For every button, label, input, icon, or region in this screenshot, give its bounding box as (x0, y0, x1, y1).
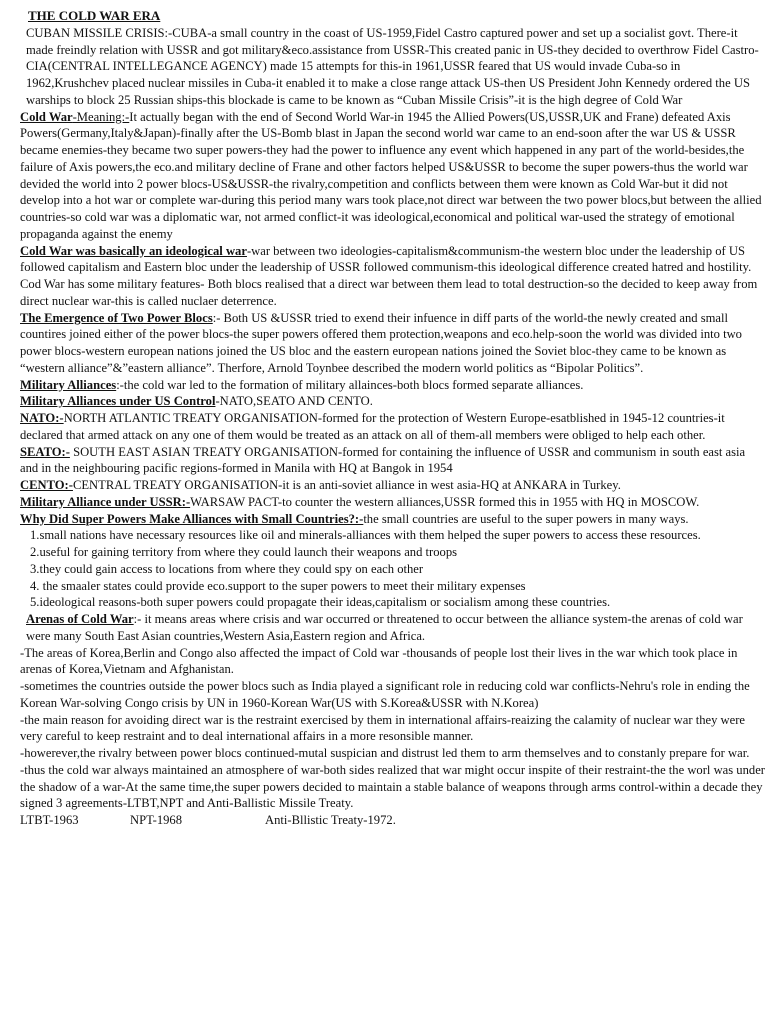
list-item: 5.ideological reasons-both super powers could propagate their ideas,capitalism or socialism among these countries. (30, 595, 611, 610)
military-alliances-text: :-the cold war led to the formation of military allainces-both blocs formed separate alliances. (116, 377, 584, 392)
cento-heading: CENTO:- (20, 478, 73, 492)
list-item: 1.small nations have necessary resources like oil and minerals-alliances with them helped the super powers to access these resources. (30, 528, 701, 543)
ltbt-treaty: LTBT-1963 (20, 813, 79, 827)
ussr-alliance-text: WARSAW PACT-to counter the western alliances,USSR formed this in 1955 with HQ in MOSCOW. (190, 494, 700, 509)
arenas-text: :- it means areas where crisis and war occurred or threatened to occur between the alliance system-the arenas of cold war were many South East Asian countries,Western Asia,Eastern region and Africa. (26, 612, 743, 643)
why-alliances-paragraph (20, 511, 765, 528)
cold-war-heading: Cold War (20, 109, 73, 124)
cold-war-meaning-paragraph (20, 109, 765, 243)
anti-ballistic-treaty: Anti-Bllistic Treaty-1972. (265, 813, 396, 827)
military-alliances-paragraph (20, 377, 765, 394)
why-alliances-heading: Why Did Super Powers Make Alliances with Small Countries?:- (20, 511, 364, 526)
cold-war-meaning-text: It actually began with the end of Second World War-in 1945 the Allied Powers(US,USSR,UK and Frane) defeated Axis Powers(Germany,Italy&Japan)-finally after the US-Bomb blast in Japan the second world war came to an end-soon after the war US & USSR became enemies-they became two super powers-they had the power to influence any event which happened in any part of the world-besides,the failure of Axis powers,the eco.and military decline of Frane and other factors helped US&USSR to become the super powers-thus the world war devided the world into 2 power blocs-US&USSR-the rivalry,competition and conflicts between them were known as Cold War-but it did not develop into a hot war or complete war-during this period many wars took place,not direct war between the two power blocs,but between the allied countries-so cold war was a diplomatic war, not armed conflict-it was ideological,economical and political war-used the strategy of emotional propaganda against the enemy (20, 109, 762, 241)
military-alliances-heading: Military Alliances (20, 377, 117, 392)
nehru-role-paragraph: -sometimes the countries outside the power blocs such as India played a significant role in reducing cold war conflicts-Nehru's role in ending the Korean War-solving Congo crisis by UN in 1960-Korean War(US with S.Korea&USSR with N.Korea) (20, 679, 750, 710)
list-item: 3.they could gain access to locations from where they could spy on each other (30, 561, 424, 576)
meaning-label: -Meaning:- (72, 109, 130, 124)
atmosphere-paragraph: -thus the cold war always maintained an atmosphere of war-both sides realized that war might occur inspite of their restraint-the the worl was under the shadow of a war-At the same time,the super powers decided to maintain a stable balance of weapons through arms control-within a decade they signed 3 agreements-LTBT,NPT and Anti-Ballistic Missile Treaty. (20, 762, 765, 811)
seato-text: SOUTH EAST ASIAN TREATY ORGANISATION-formed for containing the influence of USSR and communism in south east asia and in the neighbouring pacific regions-formed in Manila with HQ at Bangok in 1954 (20, 444, 746, 476)
arenas-heading: Arenas of Cold War (26, 612, 134, 626)
korea-berlin-congo-paragraph: -The areas of Korea,Berlin and Congo also affected the impact of Cold war -thousands of people lost their lives in the war which took place in arenas of Korea,Vietnam and Afghanistan. (20, 645, 738, 677)
power-blocs-text: :- Both US &USSR tried to exend their infuence in diff parts of the world-the newly created and small countires joined either of the power blocs-the super powers offered them protection,weapons and eco.help-soon the world was divided into two power blocs-western european nations joined the US bloc and the eastern european nations joined the Soviet bloc-they came to be known as “western alliance”&”eastern alliance”. Therfore, Arnold Toynbee described the modern world politics as “Bipolar Politics”. (20, 310, 742, 375)
cento-paragraph (20, 477, 765, 494)
nato-heading: NATO:- (20, 411, 64, 425)
power-blocs-heading: The Emergence of Two Power Blocs (20, 310, 213, 325)
list-item: 2.useful for gaining territory from where they could launch their weapons and troops (30, 545, 458, 559)
nato-text: NORTH ATLANTIC TREATY ORGANISATION-formed for the protection of Western Europe-esatblished in 1945-12 countries-it declared that armed attack on any one of them would be treated as an attack on all of them-all members were obliged to help each other. (20, 411, 725, 442)
treaties-row (20, 812, 765, 829)
npt-treaty: NPT-1968 (130, 813, 183, 827)
list-item: 4. the smaaler states could provide eco.support to the super powers to meet their military expenses (30, 578, 526, 593)
ideological-war-heading: Cold War was basically an ideological war (20, 243, 247, 258)
rivalry-paragraph: -howerever,the rivalry between power blocs continued-mutal suspician and distrust led them to arm themselves and to constanly prepare for war. (20, 746, 750, 760)
us-control-text: -NATO,SEATO AND CENTO. (215, 394, 373, 409)
us-control-paragraph (20, 393, 765, 410)
seato-paragraph (20, 444, 765, 478)
nato-paragraph (20, 410, 765, 444)
seato-heading: SEATO:- (20, 444, 70, 459)
restraint-paragraph: -the main reason for avoiding direct war is the restraint exercised by them in international affairs-reaizing the calamity of nuclear war they were very careful to keep restraint and to deal international affairs in a more resonsible manner. (20, 712, 746, 744)
ideological-war-text: -war between two ideologies-capitalism&communism-the western bloc under the leadership of US followed capitalism and Eastern bloc under the leadership of USSR followed communism-this ideological difference created hatred and hostility. (20, 243, 752, 275)
us-control-heading: Military Alliances under US Control (20, 394, 216, 409)
ideological-war-paragraph (20, 243, 765, 277)
cento-text: CENTRAL TREATY ORGANISATION-it is an anti-soviet alliance in west asia-HQ at ANKARA in Turkey. (72, 478, 621, 492)
power-blocs-paragraph (20, 310, 765, 377)
why-alliances-text: the small countries are useful to the super powers in many ways. (363, 511, 689, 526)
document-page (20, 8, 765, 829)
arenas-paragraph (20, 611, 765, 645)
page-title: THE COLD WAR ERA (28, 8, 161, 23)
nuclear-deterrence-paragraph: Cod War has some military features- Both blocs realised that a direct war between them lead to total destruction-so the decided to keep away from direct nuclear war-this is called nuclaer deterrence. (20, 277, 758, 308)
cuban-missile-crisis-paragraph: CUBAN MISSILE CRISIS:-CUBA-a small country in the coast of US-1959,Fidel Castro captured power and set up a socialist govt. There-it made freindly relation with USSR and got military&eco.assistance from USSR-This created panic in US-they decided to overthrow Fidel Castro-CIA(CENTRAL INTELLEGANCE AGENCY) made 15 attempts for this-in 1961,USSR feared that US would invade Cuba-so in 1962,Krushchev placed nuclear missiles in Cuba-it enabled it to make a close range attack US-then US President John Kennedy ordered the US warships to block 25 Russian ships-this blockade is came to be known as “Cuban Missile Crisis”-it is the high degree of Cold War (26, 25, 759, 107)
ussr-alliance-heading: Military Alliance under USSR:- (20, 494, 191, 509)
ussr-alliance-paragraph (20, 494, 765, 511)
